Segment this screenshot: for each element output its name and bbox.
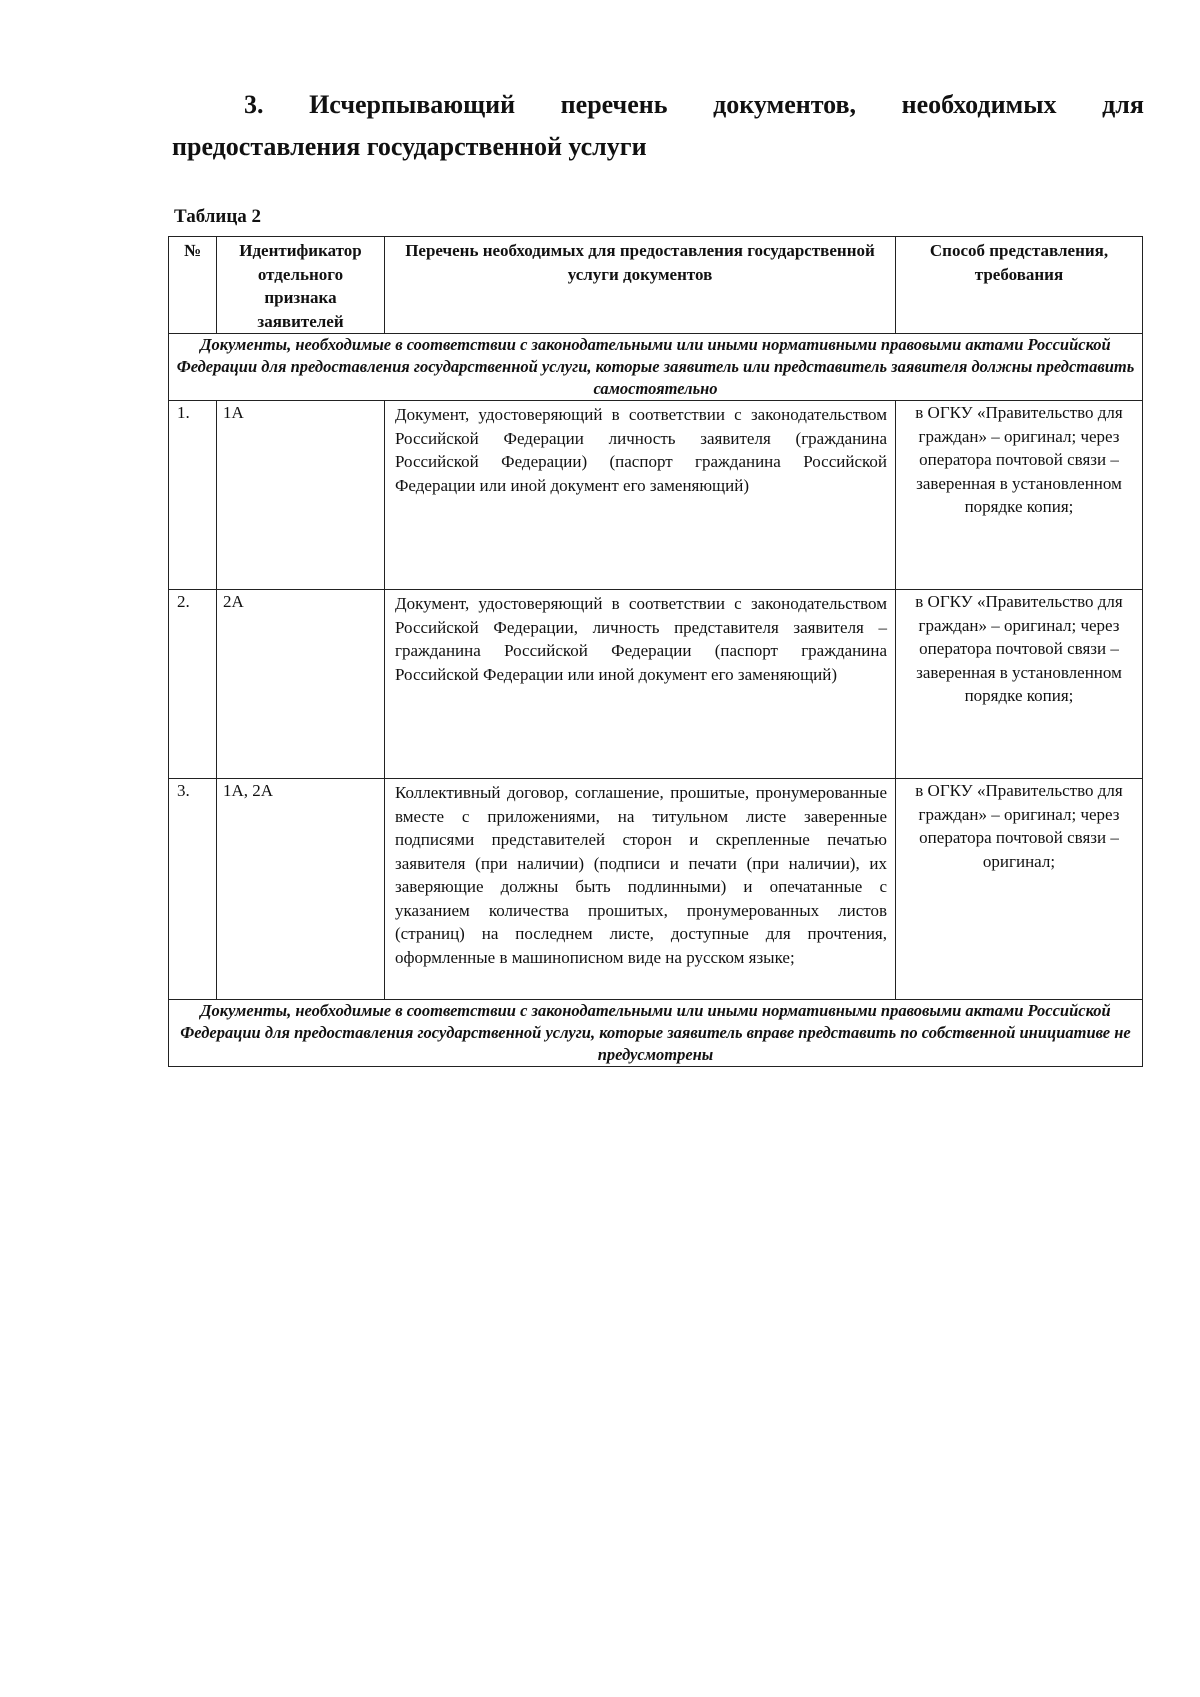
heading-word: документов, — [713, 90, 857, 119]
section-heading — [172, 84, 1144, 168]
heading-word: для — [1102, 90, 1144, 119]
header-identifier: Идентификатор отдельного признака заявителей — [217, 237, 385, 334]
section-row-optional — [169, 1000, 1143, 1067]
row-method: в ОГКУ «Правительство для граждан» – оригинал; через оператора почтовой связи – заверенная в установленном порядке копия; — [896, 590, 1143, 779]
table-row — [169, 590, 1143, 779]
heading-line-1 — [172, 84, 1144, 126]
row-document: Документ, удостоверяющий в соответствии с законодательством Российской Федерации личность заявителя (гражданина Российской Федерации) (паспорт гражданина Российской Федерации или иной документ его заменяющий) — [385, 401, 896, 590]
row-identifier: 1А, 2А — [217, 779, 385, 1000]
row-num: 2. — [169, 590, 217, 779]
row-method: в ОГКУ «Правительство для граждан» – оригинал; через оператора почтовой связи – оригинал; — [896, 779, 1143, 1000]
header-method: Способ представления, требования — [896, 237, 1143, 334]
heading-word: перечень — [560, 90, 668, 119]
row-identifier: 1А — [217, 401, 385, 590]
heading-word: Исчерпывающий — [309, 90, 516, 119]
section-row-required — [169, 334, 1143, 401]
table-header-row — [169, 237, 1143, 334]
row-document: Коллективный договор, соглашение, прошитые, пронумерованные вместе с приложениями, на титульном листе заверенные подписями представителей сторон и скрепленные печатью заявителя (при наличии) (подписи и печати (при наличии), их заверяющие должны быть подлинными) и опечатанные с указанием количества прошитых, пронумерованных листов (страниц) на последнем листе, доступные для прочтения, оформленные в машинописном виде на русском языке; — [385, 779, 896, 1000]
section-title: Документы, необходимые в соответствии с законодательными или иными нормативными правовыми актами Российской Федерации для предоставления государственной услуги, которые заявитель вправе представить по собственной инициативе не предусмотрены — [169, 1000, 1143, 1067]
row-identifier: 2А — [217, 590, 385, 779]
row-document: Документ, удостоверяющий в соответствии с законодательством Российской Федерации, личность представителя заявителя – гражданина Российской Федерации (паспорт гражданина Российской Федерации или иной документ его заменяющий) — [385, 590, 896, 779]
table-caption: Таблица 2 — [174, 206, 262, 227]
documents-table — [168, 236, 1143, 1067]
table-row — [169, 779, 1143, 1000]
table-row — [169, 401, 1143, 590]
header-documents: Перечень необходимых для предоставления государственной услуги документов — [385, 237, 896, 334]
section-title: Документы, необходимые в соответствии с законодательными или иными нормативными правовыми актами Российской Федерации для предоставления государственной услуги, которые заявитель или представитель заявителя должны представить самостоятельно — [169, 334, 1143, 401]
row-num: 1. — [169, 401, 217, 590]
heading-word: необходимых — [901, 90, 1057, 119]
row-method: в ОГКУ «Правительство для граждан» – оригинал; через оператора почтовой связи – заверенная в установленном порядке копия; — [896, 401, 1143, 590]
row-num: 3. — [169, 779, 217, 1000]
heading-line-2: предоставления государственной услуги — [172, 132, 647, 161]
heading-word: 3. — [244, 90, 264, 119]
header-num: № — [169, 237, 217, 334]
